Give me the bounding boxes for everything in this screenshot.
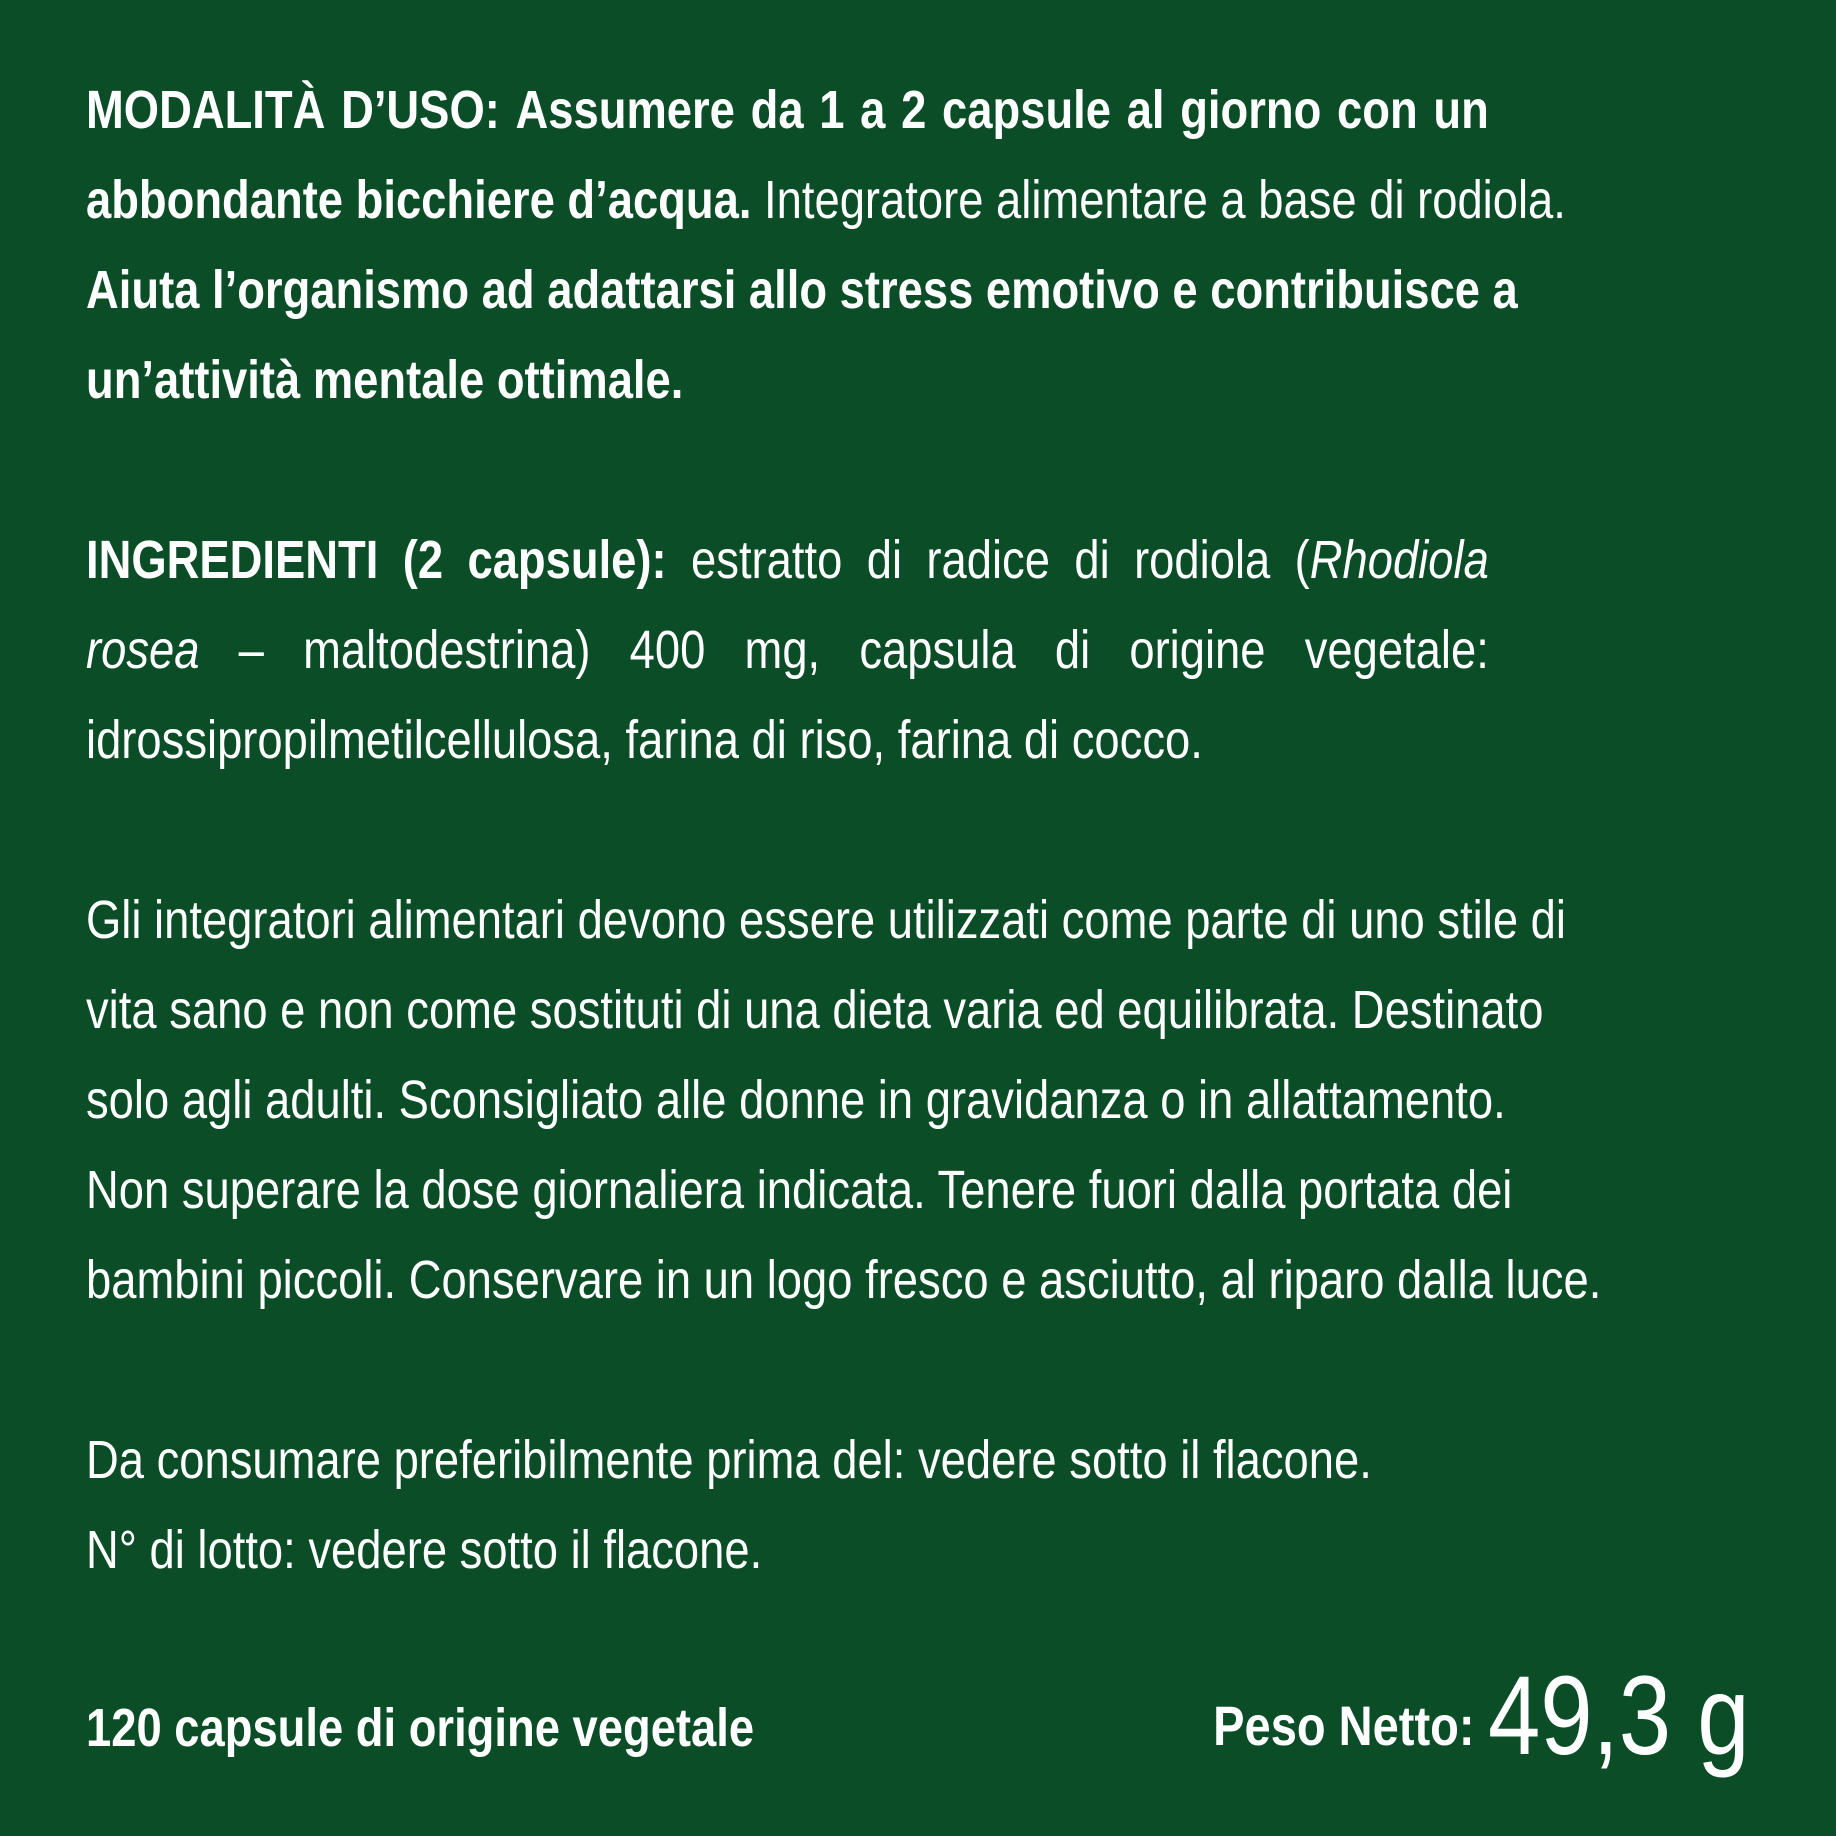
ingredients-composition-text: – maltodestrina) 400 mg, capsula di origine vegetale: — [238, 620, 1489, 680]
best-before-text: Da consumare preferibilmente prima del: vedere sotto il flacone. — [86, 1430, 1372, 1490]
ingredients-heading: INGREDIENTI (2 capsule): — [86, 530, 667, 590]
lot-number-text: N° di lotto: vedere sotto il flacone. — [86, 1520, 763, 1580]
ingredients-extract-label: estratto di radice di rodiola ( — [691, 530, 1310, 590]
warning-line: bambini piccoli. Conservare in un logo fresco e asciutto, al riparo dalla luce. — [86, 1250, 1602, 1310]
usage-line-2 — [86, 160, 1566, 240]
ingredients-extract-text — [691, 530, 1489, 590]
warning-line: vita sano e non come sostituti di una dieta varia ed equilibrata. Destinato — [86, 980, 1544, 1040]
usage-line-1 — [86, 70, 1489, 150]
warning-line: Gli integratori alimentari devono essere utilizzati come parte di uno stile di — [86, 890, 1566, 950]
net-weight — [1213, 1652, 1750, 1778]
ingredients-line-1 — [86, 520, 1489, 600]
usage-dosage-text: Assumere da 1 a 2 capsule al giorno con un — [515, 80, 1489, 140]
usage-water-text: abbondante bicchiere d’acqua. — [86, 170, 752, 230]
usage-heading: MODALITÀ D’USO: — [86, 80, 500, 140]
net-weight-value: 49,3 g — [1488, 1653, 1750, 1778]
net-weight-label: Peso Netto: — [1213, 1694, 1475, 1757]
ingredients-latin-genus: Rhodiola — [1309, 530, 1489, 590]
capsule-count: 120 capsule di origine vegetale — [86, 1698, 755, 1758]
warning-line: Non superare la dose giornaliera indicata. Tenere fuori dalla portata dei — [86, 1160, 1513, 1220]
usage-line-3: Aiuta l’organismo ad adattarsi allo stress emotivo e contribuisce a — [86, 260, 1518, 320]
warning-line: solo agli adulti. Sconsigliato alle donne in gravidanza o in allattamento. — [86, 1070, 1506, 1130]
ingredients-line-3: idrossipropilmetilcellulosa, farina di riso, farina di cocco. — [86, 710, 1203, 770]
usage-supplement-text: Integratore alimentare a base di rodiola. — [764, 170, 1566, 230]
ingredients-line-2 — [86, 610, 1489, 690]
usage-line-4: un’attività mentale ottimale. — [86, 350, 684, 410]
ingredients-latin-species: rosea — [86, 620, 200, 680]
